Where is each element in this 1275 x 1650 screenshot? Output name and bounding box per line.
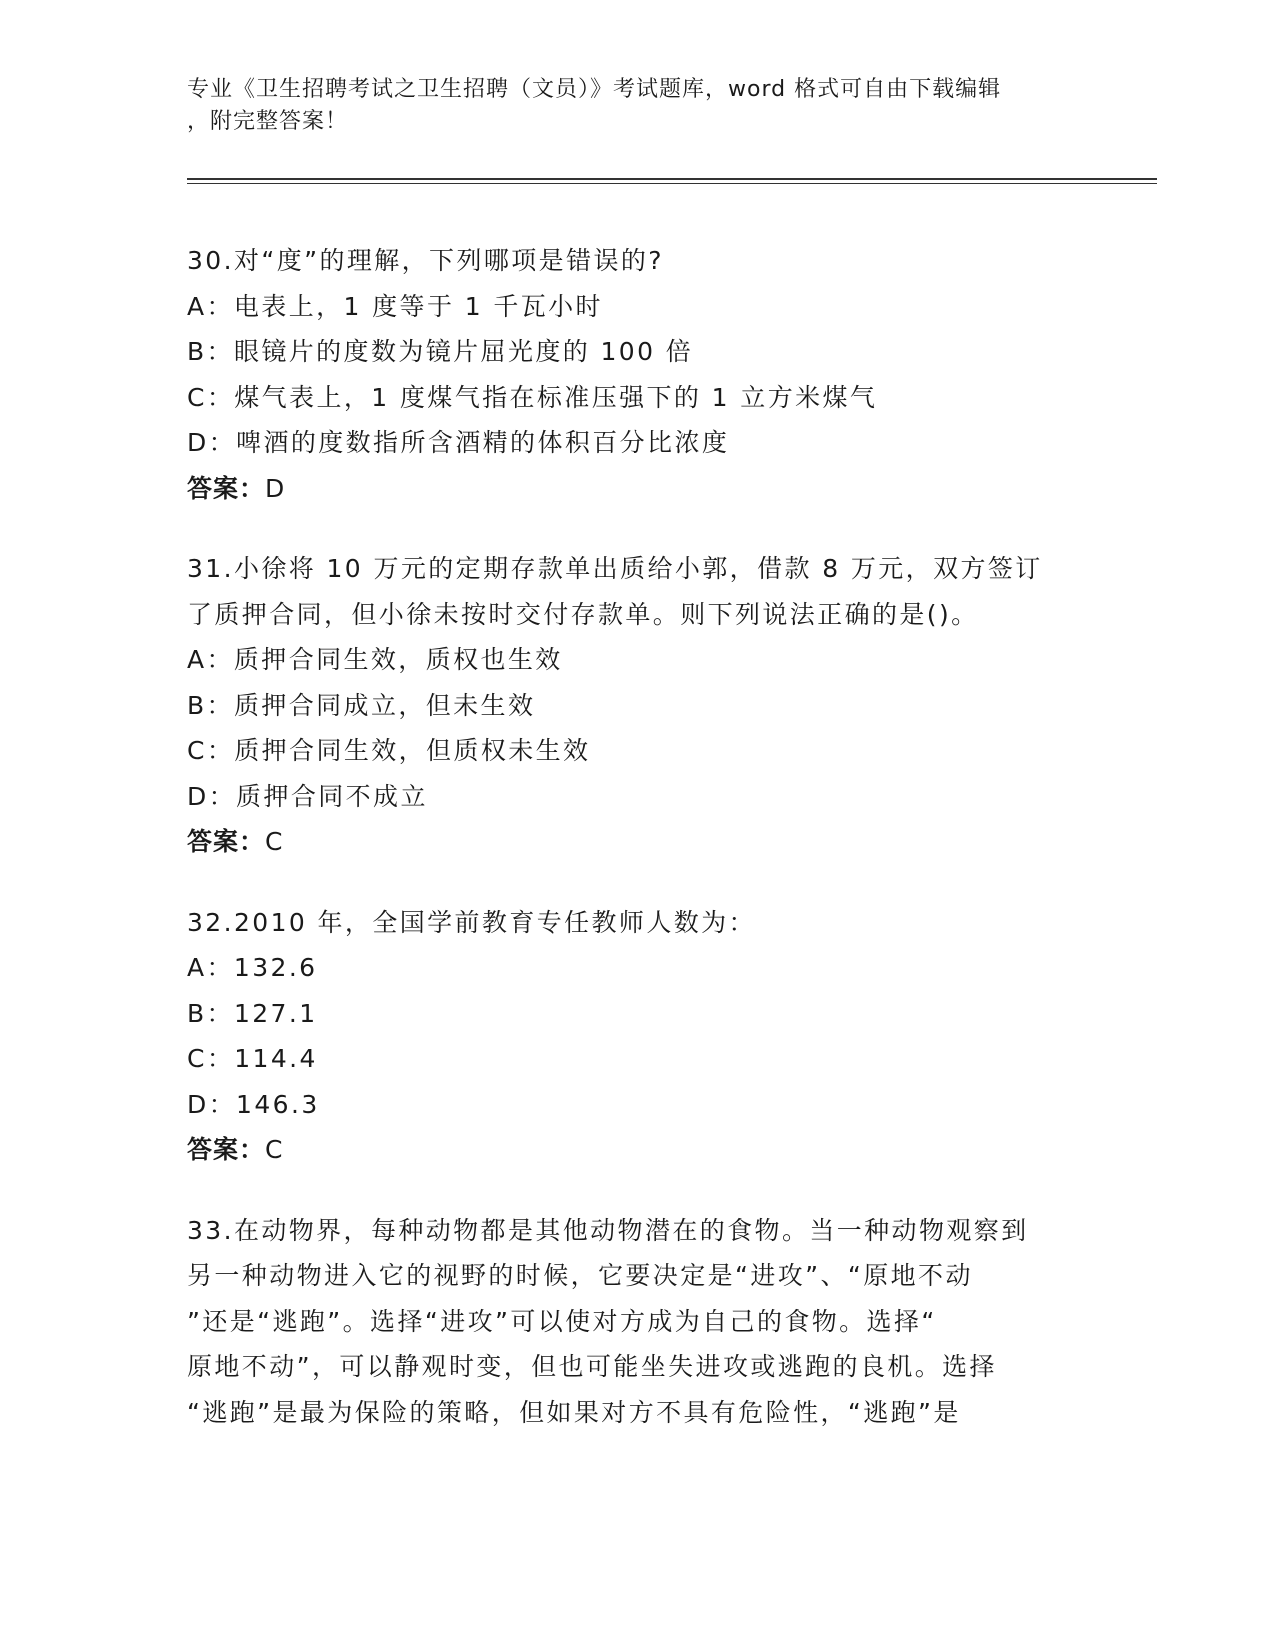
header-line: 专业《卫生招聘考试之卫生招聘（文员）》考试题库，word 格式可自由下载编辑: [187, 77, 1002, 102]
option-a: A：132.6: [187, 953, 318, 982]
question-30: [187, 238, 1087, 511]
header-divider-thick: [187, 178, 1157, 180]
answer-label: 答案：: [187, 1135, 266, 1164]
header-line: ，附完整答案！: [187, 109, 349, 134]
question-stem: 30.对“度”的理解，下列哪项是错误的?: [187, 246, 664, 275]
question-stem: 31.小徐将 10 万元的定期存款单出质给小郭，借款 8 万元，双方签订: [187, 554, 1043, 583]
option-b: B：质押合同成立，但未生效: [187, 690, 536, 720]
option-c: C：质押合同生效，但质权未生效: [187, 736, 591, 765]
answer-label: 答案：: [187, 473, 266, 503]
answer-line: [187, 466, 1087, 512]
option-b: B：127.1: [187, 998, 318, 1028]
answer-line: [187, 1127, 1087, 1173]
option-b: B：眼镜片的度数为镜片屈光度的 100 倍: [187, 337, 694, 366]
question-stem: ”还是“逃跑”。选择“进攻”可以使对方成为自己的食物。选择“: [187, 1306, 937, 1336]
question-stem: 原地不动”，可以静观时变，但也可能坐失进攻或逃跑的良机。选择: [187, 1352, 997, 1381]
answer-value: C: [265, 827, 284, 856]
answer-line: [187, 819, 1087, 865]
question-stem: 33.在动物界，每种动物都是其他动物潜在的食物。当一种动物观察到: [187, 1215, 1029, 1245]
question-stem: 另一种动物进入它的视野的时候，它要决定是“进攻”、“原地不动: [187, 1261, 973, 1290]
document-header: [187, 74, 1067, 138]
option-a: A：质押合同生效，质权也生效: [187, 645, 563, 674]
option-d: D：啤酒的度数指所含酒精的体积百分比浓度: [187, 428, 730, 457]
header-divider-thin: [187, 183, 1157, 184]
question-31: [187, 546, 1087, 865]
question-list: [187, 238, 1087, 1470]
question-33: [187, 1208, 1087, 1436]
option-d: D：146.3: [187, 1089, 320, 1119]
answer-label: 答案：: [187, 827, 266, 856]
question-stem: 32.2010 年，全国学前教育专任教师人数为：: [187, 907, 756, 937]
option-a: A：电表上，1 度等于 1 千瓦小时: [187, 291, 603, 321]
answer-value: D: [265, 473, 286, 503]
question-stem: 了质押合同，但小徐未按时交付存款单。则下列说法正确的是()。: [187, 599, 979, 629]
question-stem: “逃跑”是最为保险的策略，但如果对方不具有危险性，“逃跑”是: [187, 1397, 961, 1427]
question-32: [187, 900, 1087, 1173]
answer-value: C: [265, 1135, 284, 1164]
option-c: C：114.4: [187, 1044, 318, 1073]
option-c: C：煤气表上，1 度煤气指在标准压强下的 1 立方米煤气: [187, 382, 878, 412]
option-d: D：质押合同不成立: [187, 781, 428, 811]
